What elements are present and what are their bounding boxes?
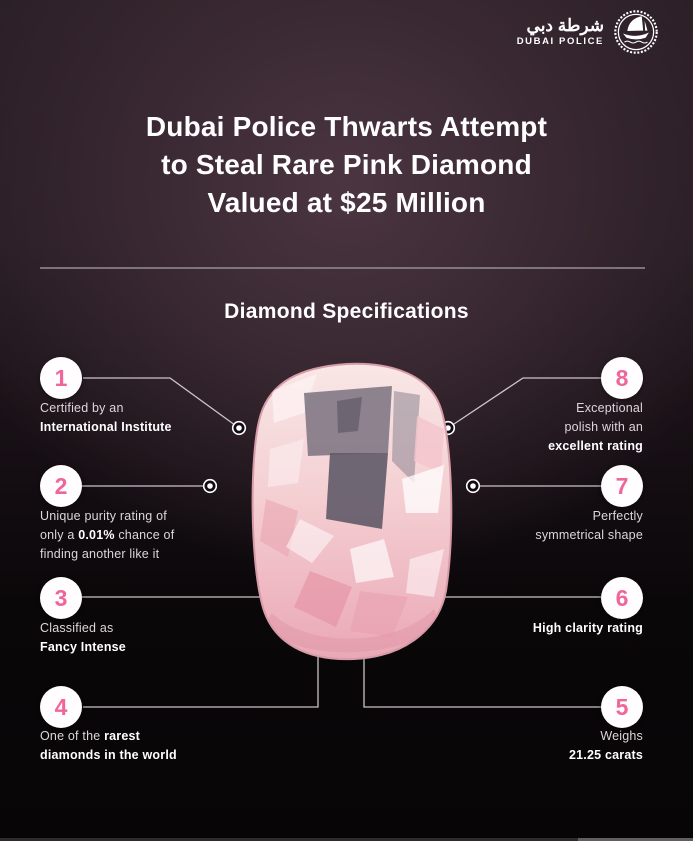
spec-text-line: Perfectly	[592, 509, 643, 523]
spec-text-line: 21.25 carats	[569, 748, 643, 762]
spec-text-7	[438, 507, 643, 545]
spec-text-line: One of the rarest	[40, 729, 141, 743]
spec-text-line: excellent rating	[548, 439, 643, 453]
dhow-boat-icon	[623, 16, 649, 39]
spec-text-2	[40, 507, 245, 564]
spec-number-circle-8	[601, 357, 643, 399]
spec-text-line: diamonds in the world	[40, 748, 177, 762]
spec-text-line: finding another like it	[40, 547, 160, 561]
horizontal-divider	[40, 267, 645, 269]
pink-diamond-image	[242, 361, 462, 661]
spec-number-circle-1	[40, 357, 82, 399]
spec-number-circle-2	[40, 465, 82, 507]
spec-number: 4	[54, 693, 68, 720]
spec-text-line: symmetrical shape	[535, 528, 643, 542]
spec-number: 2	[54, 472, 68, 499]
spec-text-6	[438, 619, 643, 638]
spec-text-line: only a 0.01% chance of	[40, 528, 175, 542]
spec-text-line: High clarity rating	[532, 621, 643, 635]
spec-text-line: Certified by an	[40, 401, 124, 415]
title-line-2: to Steal Rare Pink Diamond	[161, 149, 532, 180]
spec-text-line: polish with an	[564, 420, 643, 434]
spec-number-circle-5	[601, 686, 643, 728]
spec-text-3	[40, 619, 245, 657]
spec-number: 1	[54, 364, 68, 391]
spec-text-line: Exceptional	[576, 401, 643, 415]
section-heading: Diamond Specifications	[224, 300, 469, 323]
spec-number: 7	[615, 472, 629, 499]
title-line-1: Dubai Police Thwarts Attempt	[145, 111, 548, 142]
spec-text-5	[438, 727, 643, 765]
spec-number-circle-3	[40, 577, 82, 619]
title-line-3: Valued at $25 Million	[207, 187, 486, 218]
spec-number: 3	[54, 584, 68, 611]
spec-text-line: Weighs	[600, 729, 643, 743]
spec-number: 8	[615, 364, 629, 391]
spec-text-line: Classified as	[40, 621, 114, 635]
page-title	[0, 108, 693, 222]
spec-text-line: International Institute	[40, 420, 172, 434]
spec-text-line: Fancy Intense	[40, 640, 126, 654]
spec-number: 6	[615, 584, 629, 611]
spec-number-circle-7	[601, 465, 643, 507]
spec-text-4	[40, 727, 245, 765]
spec-text-1	[40, 399, 245, 437]
spec-text-8	[438, 399, 643, 456]
dubai-police-badge-icon	[613, 9, 659, 55]
spec-number-circle-4	[40, 686, 82, 728]
logo-arabic-text: شرطة دبي	[526, 16, 604, 35]
spec-number: 5	[615, 693, 629, 720]
logo-english-text: DUBAI POLICE	[516, 36, 604, 47]
spec-number-circle-6	[601, 577, 643, 619]
logo-text	[517, 16, 604, 48]
spec-text-line: Unique purity rating of	[40, 509, 167, 523]
dubai-police-logo	[517, 9, 659, 55]
